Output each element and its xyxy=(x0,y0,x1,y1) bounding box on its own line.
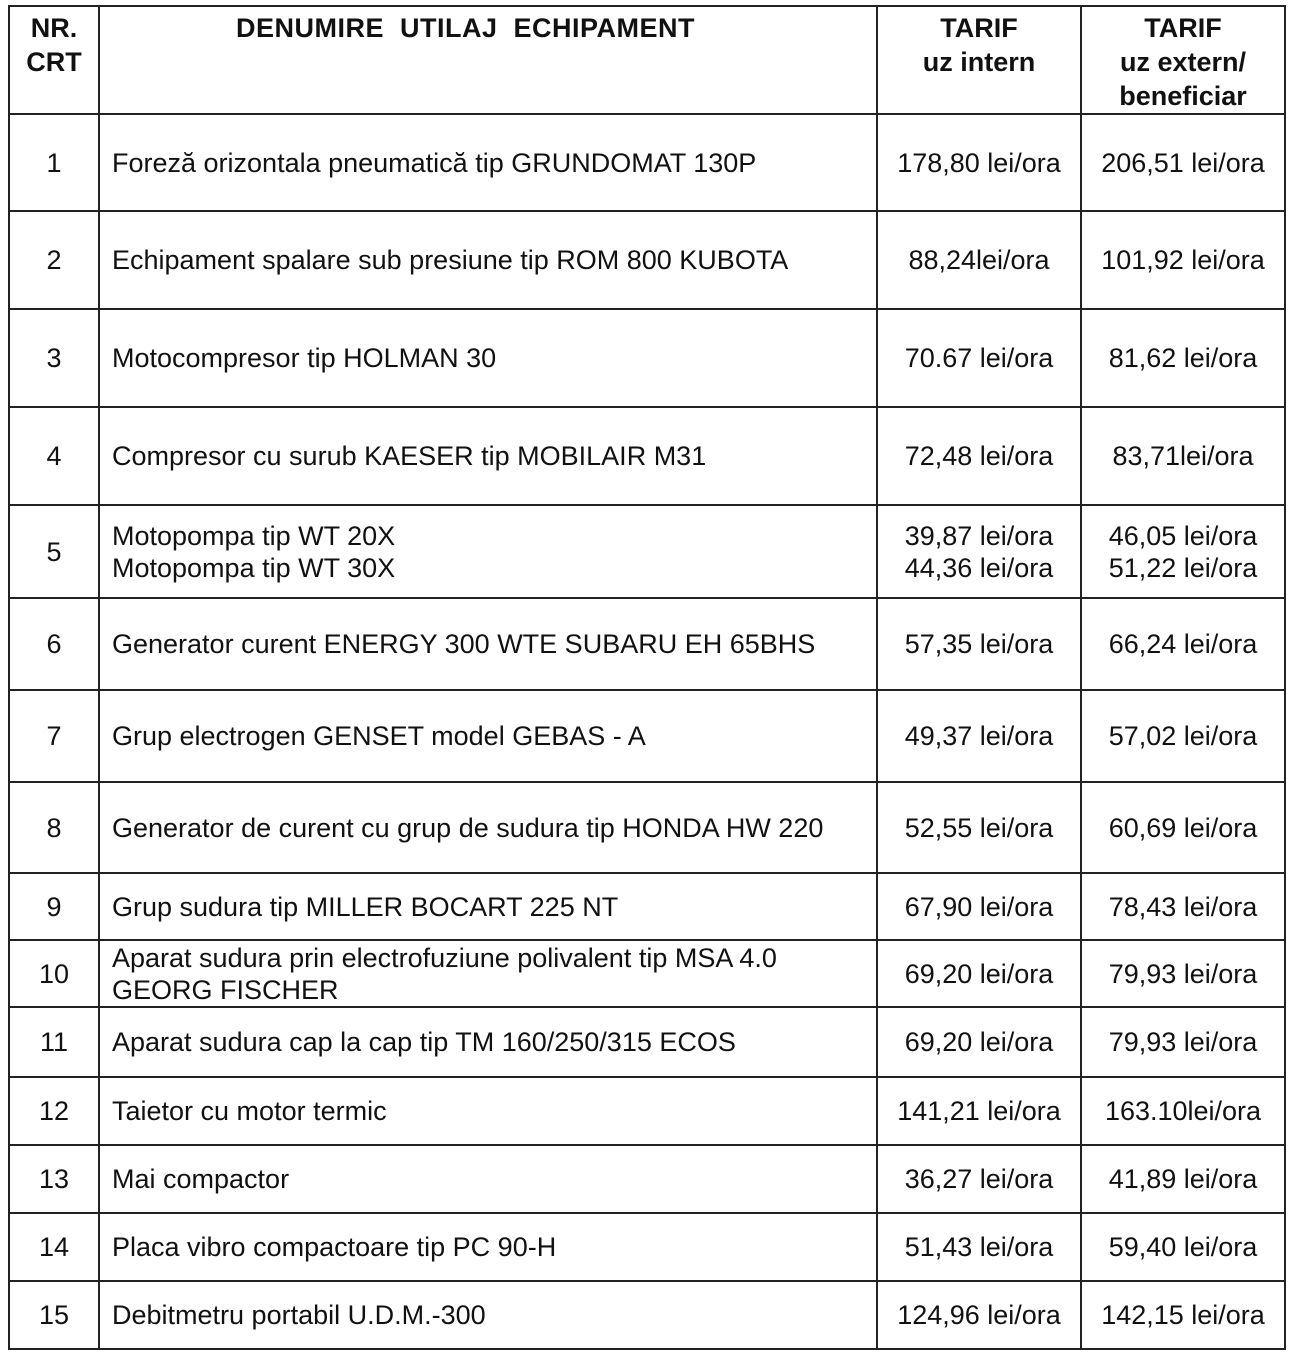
equipment-name-line: Generator curent ENERGY 300 WTE SUBARU EH 65BHS xyxy=(112,629,816,659)
tarif-intern-line: 141,21 lei/ora xyxy=(897,1096,1061,1126)
tarif-intern xyxy=(877,407,1081,505)
tarif-extern-line: 46,05 lei/ora xyxy=(1108,520,1258,551)
tarif-extern xyxy=(1081,114,1285,211)
header-crt-line: CRT xyxy=(26,47,82,77)
equipment-name-line: Motopompa tip WT 20X xyxy=(112,520,396,551)
tarif-extern-line: 57,02 lei/ora xyxy=(1108,721,1258,751)
tarif-intern-line: 70.67 lei/ora xyxy=(904,343,1054,373)
tarif-intern xyxy=(877,940,1081,1007)
tarif-intern-line: 69,20 lei/ora xyxy=(904,1027,1054,1057)
tarif-extern xyxy=(1081,505,1285,598)
row-number: 10 xyxy=(9,940,99,1007)
equipment-name xyxy=(99,690,877,782)
header-intern-title: TARIF xyxy=(940,13,1018,43)
equipment-name xyxy=(99,1145,877,1213)
tarif-intern xyxy=(877,114,1081,211)
row-number: 14 xyxy=(9,1213,99,1281)
row-number: 11 xyxy=(9,1007,99,1077)
header-nr-crt xyxy=(9,6,99,114)
table-row xyxy=(9,782,1285,873)
tarif-intern xyxy=(877,1077,1081,1145)
tarif-extern-line: 60,69 lei/ora xyxy=(1108,812,1258,843)
equipment-name xyxy=(99,1007,877,1077)
table-body xyxy=(9,114,1285,1349)
row-number: 7 xyxy=(9,690,99,782)
table-row xyxy=(9,1281,1285,1349)
header-denumire: DENUMIRE UTILAJ ECHIPAMENT xyxy=(99,6,877,114)
tarif-intern-line: 44,36 lei/ora xyxy=(904,552,1054,583)
table-row xyxy=(9,873,1285,940)
equipment-name xyxy=(99,505,877,598)
tarif-extern-line: 83,71lei/ora xyxy=(1112,441,1254,471)
row-number: 9 xyxy=(9,873,99,940)
tarif-extern xyxy=(1081,1281,1285,1349)
equipment-name-line: Echipament spalare sub presiune tip ROM 800 KUBOTA xyxy=(112,245,789,275)
tarif-extern-line: 79,93 lei/ora xyxy=(1108,1027,1258,1057)
tarif-extern xyxy=(1081,1077,1285,1145)
table-row xyxy=(9,114,1285,211)
header-nr-line: NR. xyxy=(30,13,78,43)
tarif-extern-line: 81,62 lei/ora xyxy=(1108,343,1258,373)
equipment-name xyxy=(99,211,877,309)
table-row xyxy=(9,598,1285,690)
tarif-intern-line: 36,27 lei/ora xyxy=(904,1164,1054,1194)
equipment-name-line: Mai compactor xyxy=(112,1164,290,1194)
tarif-intern xyxy=(877,873,1081,940)
header-tarif-intern xyxy=(877,6,1081,114)
table-row xyxy=(9,309,1285,407)
tariff-table xyxy=(8,5,1286,1350)
tarif-extern-line: 206,51 lei/ora xyxy=(1101,147,1265,178)
equipment-name-line: Grup electrogen GENSET model GEBAS - A xyxy=(112,721,646,751)
tarif-intern-line: 72,48 lei/ora xyxy=(904,441,1054,471)
equipment-name xyxy=(99,782,877,873)
tarif-extern xyxy=(1081,407,1285,505)
tarif-intern xyxy=(877,1213,1081,1281)
tarif-extern-line: 51,22 lei/ora xyxy=(1108,552,1258,583)
tarif-extern xyxy=(1081,873,1285,940)
tarif-intern-line: 39,87 lei/ora xyxy=(904,520,1054,551)
tarif-intern-line: 124,96 lei/ora xyxy=(897,1300,1061,1330)
tarif-extern xyxy=(1081,1213,1285,1281)
tarif-intern-line: 57,35 lei/ora xyxy=(904,629,1054,659)
row-number: 4 xyxy=(9,407,99,505)
tarif-intern xyxy=(877,1145,1081,1213)
equipment-name-line: Grup sudura tip MILLER BOCART 225 NT xyxy=(112,891,619,922)
tarif-extern-line: 79,93 lei/ora xyxy=(1108,958,1258,989)
equipment-name-line: Taietor cu motor termic xyxy=(112,1096,387,1126)
equipment-name-line: Compresor cu surub KAESER tip MOBILAIR M31 xyxy=(112,441,707,471)
tarif-intern-line: 52,55 lei/ora xyxy=(904,812,1054,843)
table-row xyxy=(9,1077,1285,1145)
row-number: 13 xyxy=(9,1145,99,1213)
row-number: 2 xyxy=(9,211,99,309)
row-number: 6 xyxy=(9,598,99,690)
equipment-name-line: GEORG FISCHER xyxy=(112,974,339,1005)
equipment-name-line: Motopompa tip WT 30X xyxy=(112,552,396,583)
table-row xyxy=(9,407,1285,505)
table-row xyxy=(9,940,1285,1007)
equipment-name xyxy=(99,114,877,211)
equipment-name-line: Placa vibro compactoare tip PC 90-H xyxy=(112,1232,557,1262)
tarif-intern xyxy=(877,211,1081,309)
tarif-extern xyxy=(1081,1007,1285,1077)
equipment-name xyxy=(99,407,877,505)
tarif-intern xyxy=(877,1007,1081,1077)
tarif-extern-line: 78,43 lei/ora xyxy=(1108,891,1258,922)
tarif-extern-line: 41,89 lei/ora xyxy=(1108,1164,1258,1194)
equipment-name-line: Debitmetru portabil U.D.M.-300 xyxy=(112,1300,486,1330)
row-number: 8 xyxy=(9,782,99,873)
tarif-intern xyxy=(877,690,1081,782)
header-extern-title: TARIF xyxy=(1144,13,1222,43)
tarif-extern-line: 101,92 lei/ora xyxy=(1101,245,1265,275)
tarif-extern xyxy=(1081,598,1285,690)
tarif-intern-line: 88,24lei/ora xyxy=(908,245,1050,275)
tarif-extern-line: 66,24 lei/ora xyxy=(1108,629,1258,659)
tarif-extern xyxy=(1081,782,1285,873)
tarif-extern-line: 59,40 lei/ora xyxy=(1108,1232,1258,1262)
row-number: 12 xyxy=(9,1077,99,1145)
equipment-name-line: Aparat sudura prin electrofuziune polivalent tip MSA 4.0 xyxy=(112,942,777,973)
tarif-intern-line: 51,43 lei/ora xyxy=(904,1232,1054,1262)
tarif-intern-line: 67,90 lei/ora xyxy=(904,891,1054,922)
tarif-intern-line: 49,37 lei/ora xyxy=(904,721,1054,751)
tarif-intern xyxy=(877,505,1081,598)
table-row xyxy=(9,1145,1285,1213)
row-number: 3 xyxy=(9,309,99,407)
tarif-extern xyxy=(1081,940,1285,1007)
row-number: 1 xyxy=(9,114,99,211)
equipment-name xyxy=(99,598,877,690)
tarif-extern xyxy=(1081,1145,1285,1213)
table-row xyxy=(9,1213,1285,1281)
row-number: 15 xyxy=(9,1281,99,1349)
tarif-extern xyxy=(1081,211,1285,309)
equipment-name-line: Foreză orizontala pneumatică tip GRUNDOMAT 130P xyxy=(112,147,757,178)
equipment-name-line: Motocompresor tip HOLMAN 30 xyxy=(112,343,497,373)
equipment-name xyxy=(99,1281,877,1349)
tarif-extern xyxy=(1081,690,1285,782)
equipment-name xyxy=(99,1213,877,1281)
table-row xyxy=(9,505,1285,598)
equipment-name xyxy=(99,873,877,940)
equipment-name-line: Generator de curent cu grup de sudura tip HONDA HW 220 xyxy=(112,812,824,843)
header-intern-sub: uz intern xyxy=(922,47,1036,77)
tarif-intern xyxy=(877,309,1081,407)
table-row xyxy=(9,690,1285,782)
tarif-intern xyxy=(877,782,1081,873)
table-row xyxy=(9,1007,1285,1077)
tarif-intern-line: 178,80 lei/ora xyxy=(897,147,1061,178)
header-extern-sub2: beneficiar xyxy=(1119,81,1247,111)
equipment-name xyxy=(99,1077,877,1145)
table-row xyxy=(9,211,1285,309)
equipment-name-line: Aparat sudura cap la cap tip TM 160/250/315 ECOS xyxy=(112,1027,736,1057)
header-row xyxy=(9,6,1285,114)
row-number: 5 xyxy=(9,505,99,598)
tarif-extern xyxy=(1081,309,1285,407)
tarif-extern-line: 163.10lei/ora xyxy=(1104,1096,1262,1126)
equipment-name xyxy=(99,309,877,407)
tarif-extern-line: 142,15 lei/ora xyxy=(1101,1300,1265,1330)
equipment-name xyxy=(99,940,877,1007)
tarif-intern xyxy=(877,1281,1081,1349)
tarif-intern-line: 69,20 lei/ora xyxy=(904,958,1054,989)
tarif-intern xyxy=(877,598,1081,690)
header-tarif-extern xyxy=(1081,6,1285,114)
header-extern-sub1: uz extern/ xyxy=(1119,47,1247,77)
